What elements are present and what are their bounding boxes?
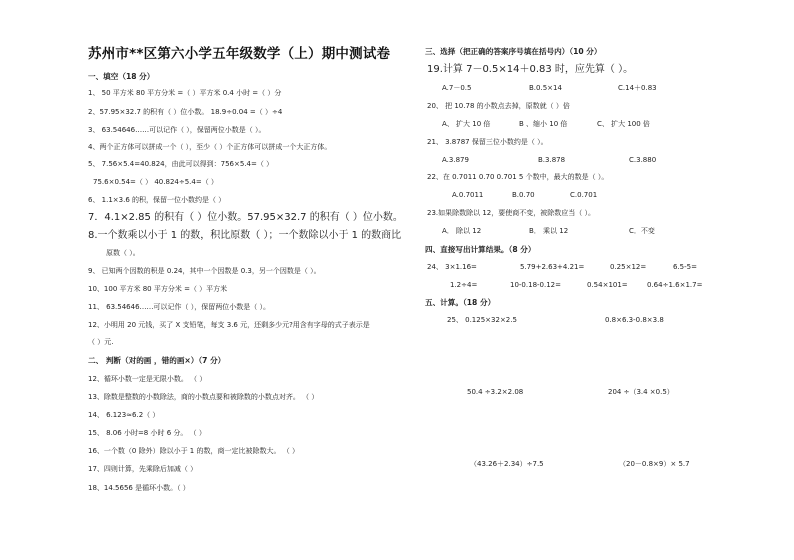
question-5-line2: 75.6×0.54=（ ） 40.824÷5.4=（ ） xyxy=(93,178,218,186)
question-9: 9、 已知两个因数的积是 0.24，其中一个因数是 0.3，另一个因数是（ ）。 xyxy=(88,267,321,275)
question-17: 16、一个数（0 除外）除以小于 1 的数，商一定比被除数大。 （ ） xyxy=(88,447,299,455)
question-6: 6、 1.1×3.6 的积，保留一位小数约是（ ） xyxy=(88,196,226,204)
q19-option-b: B.0.5×14 xyxy=(529,84,562,92)
section-judge-heading: 二、 判断（对的画 ，错的画×）（7 分） xyxy=(88,356,226,365)
mental-math-item: 5.79+2.63+4.21= xyxy=(520,263,585,271)
question-2: 2、57.95×32.7 的积有（ ）位小数。 18.9÷0.04 =（ ）÷4 xyxy=(88,108,283,116)
section-fill-blank-heading: 一、填空（18 分） xyxy=(88,72,155,81)
question-14: 13、除数是整数的小数除法，商的小数点要和被除数的小数点对齐。 （ ） xyxy=(88,393,319,401)
question-10: 10、100 平方米 80 平方分米 =（ ）平方米 xyxy=(88,285,228,293)
calculation-item: 0.8×6.3-0.8×3.8 xyxy=(605,316,664,324)
section-calculation-heading: 五、计算。（18 分） xyxy=(425,298,496,307)
q23-option-c: C．不变 xyxy=(629,227,655,235)
question-22: 22、在 0.7011 0.70 0.701 5 个数中，最大的数是（ ）。 xyxy=(427,173,609,181)
question-18: 17、四则计算，先乘除后加减（ ） xyxy=(88,465,198,473)
question-16: 15、 8.06 小时=8 小时 6 分。 （ ） xyxy=(88,429,206,437)
question-7: 7．4.1×2.85 的积有（ ）位小数。57.95×32.7 的积有（ ）位小数。 xyxy=(88,212,403,223)
question-12-line1: 12、小明用 20 元钱，买了 X 支铅笔，每支 3.6 元，还剩多少元?用含有字母的式子表示是 xyxy=(88,321,370,329)
mental-math-item: 6.5-5= xyxy=(673,263,697,271)
q23-option-b: B． 乘以 12 xyxy=(529,227,569,235)
mental-math-item: 0.64÷1.6×1.7= xyxy=(647,281,703,289)
question-19-left: 18、14.5656 是循环小数。（ ） xyxy=(88,484,190,492)
calculation-item: 25、 0.125×32×2.5 xyxy=(447,316,517,324)
question-4: 4、两个正方体可以拼成一个（ ），至少（ ）个正方体可以拼成一个大正方体。 xyxy=(88,143,332,151)
calculation-item: （43.26＋2.34）÷7.5 xyxy=(470,460,544,468)
section-choice-heading: 三、选择（把正确的答案序号填在括号内）（10 分） xyxy=(425,47,602,56)
mental-math-item: 0.54×101= xyxy=(587,281,628,289)
q22-option-c: C.0.701 xyxy=(570,191,598,199)
q20-option-c: C、 扩大 100 倍 xyxy=(597,120,650,128)
q21-option-a: A.3.879 xyxy=(442,156,469,164)
q19-option-a: A.7－0.5 xyxy=(442,84,472,92)
q20-option-a: A、 扩大 10 倍 xyxy=(442,120,491,128)
mental-math-item: 0.25×12= xyxy=(610,263,647,271)
question-15: 14、 6.123≈6.2（ ） xyxy=(88,411,160,419)
question-1: 1、 50 平方米 80 平方分米 =（ ）平方米 0.4 小时 =（ ）分 xyxy=(88,89,282,97)
calculation-item: 50.4 ÷3.2×2.08 xyxy=(467,388,524,396)
question-20: 20、 把 10.78 的小数点去掉，原数就（ ）倍 xyxy=(427,102,570,110)
question-13: 12、循环小数一定是无限小数。 （ ） xyxy=(88,375,207,383)
question-23: 23.如果除数除以 12，要使商不变，被除数应当（ ）。 xyxy=(427,209,595,217)
question-8-line2: 原数（ ）。 xyxy=(106,249,140,257)
q23-option-a: A． 除以 12 xyxy=(442,227,482,235)
calculation-item: （20－0.8×9）× 5.7 xyxy=(619,460,690,468)
q22-option-a: A.0.7011 xyxy=(452,191,484,199)
question-19: 19.计算 7－0.5×14＋0.83 时，应先算（ ）。 xyxy=(427,64,634,75)
q19-option-c: C.14＋0.83 xyxy=(618,84,657,92)
q20-option-b: B 、缩小 10 倍 xyxy=(519,120,568,128)
q21-option-c: C.3.880 xyxy=(629,156,657,164)
question-3: 3、 63.54646……可以记作（ ），保留两位小数是（ ）。 xyxy=(88,126,266,134)
mental-math-item: 24、 3×1.16= xyxy=(427,263,477,271)
mental-math-item: 10-0.18-0.12= xyxy=(510,281,561,289)
question-8-line1: 8.一个数乘以小于 1 的数，积比原数（ ）；一个数除以小于 1 的数商比 xyxy=(88,230,402,241)
question-5-line1: 5、 7.56×5.4=40.824，由此可以得到：756×5.4=（ ） xyxy=(88,160,274,168)
mental-math-item: 1.2÷4= xyxy=(450,281,478,289)
q22-option-b: B.0.70 xyxy=(512,191,535,199)
question-12-line2: （ ）元. xyxy=(88,338,114,346)
question-21: 21、 3.8787 保留三位小数约是（ ）。 xyxy=(427,138,548,146)
section-mental-math-heading: 四、直接写出计算结果。（8 分） xyxy=(425,245,536,254)
calculation-item: 204 ÷（3.4 ×0.5） xyxy=(608,388,674,396)
page-title: 苏州市**区第六小学五年级数学（上）期中测试卷 xyxy=(88,46,391,62)
question-11: 11、 63.54646……可以记作（ ），保留两位小数是（ ）。 xyxy=(88,303,270,311)
q21-option-b: B.3.878 xyxy=(538,156,566,164)
